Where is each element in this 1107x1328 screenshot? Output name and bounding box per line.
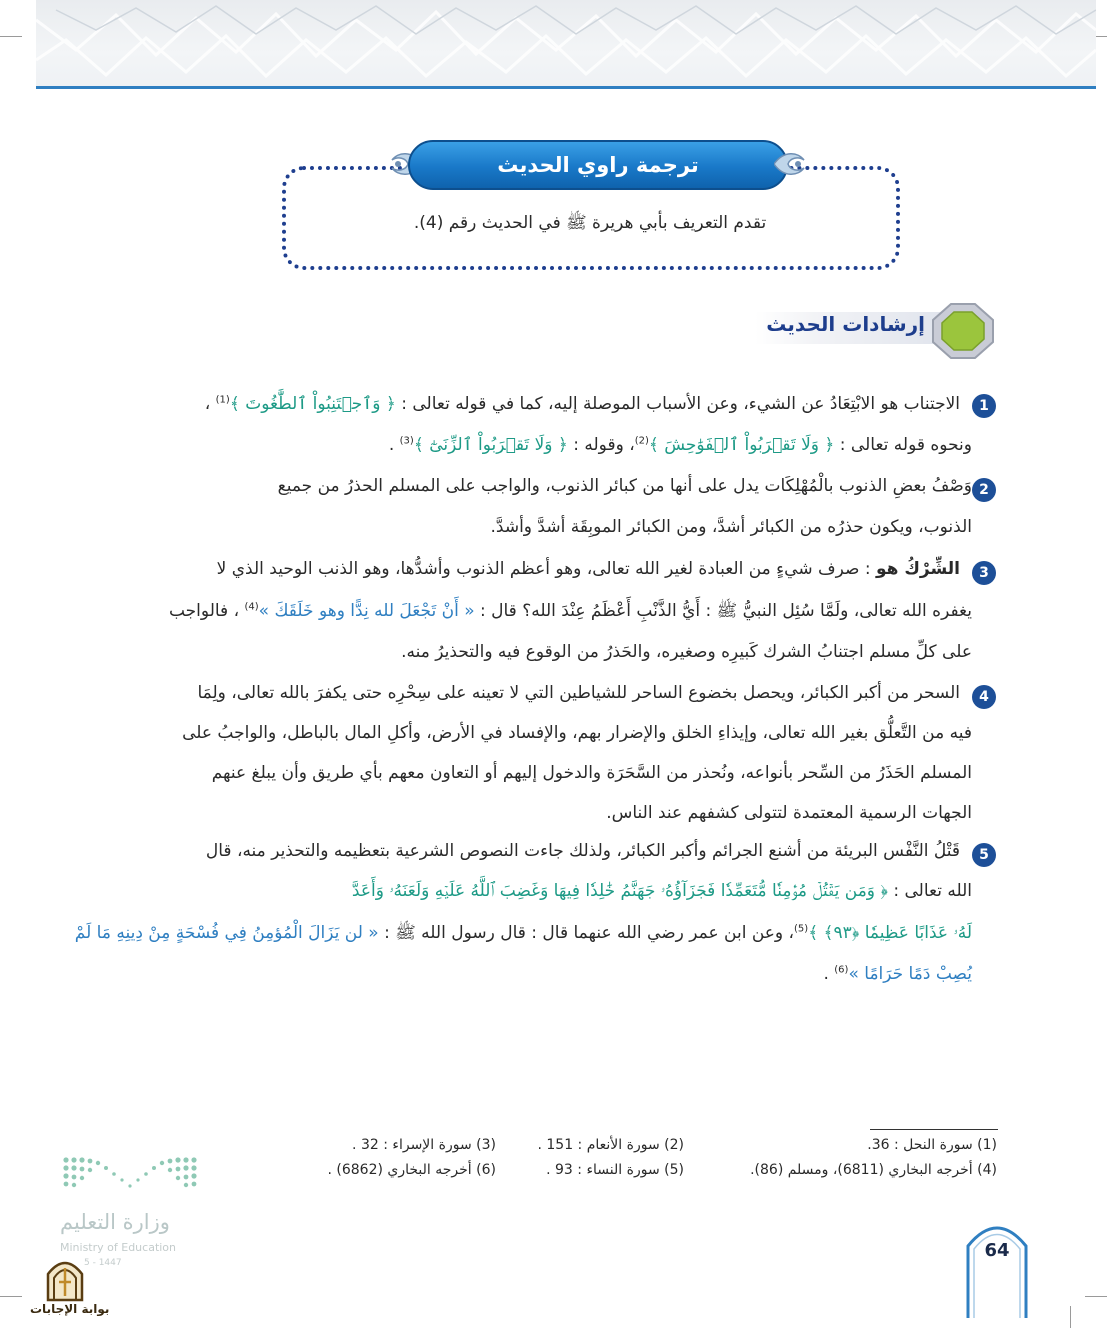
hadith-text: « لن يَزَالَ الْمُؤمِنُ فِي فُسْحَةٍ مِنْ دِينِهِ مَا لَمْ	[74, 923, 379, 943]
hadith-text: « أَنْ تَجْعَلَ لله نِدًّا وهو خَلَقَكَ »	[258, 601, 475, 621]
point-4-line-1	[197, 683, 960, 703]
page-number: 64	[984, 1240, 1010, 1261]
narrator-text: تقدم التعريف بأبي هريرة ﷺ في الحديث رقم (4).	[413, 213, 767, 233]
point-3-line-2	[169, 600, 972, 625]
footnote-ref: (2)	[634, 435, 649, 447]
footnote-4: (4) أخرجه البخاري (6811)، ومسلم (86).	[750, 1162, 997, 1178]
text-segment: .	[388, 435, 395, 455]
section-heading	[755, 302, 995, 354]
footnote-ref: (4)	[244, 601, 259, 613]
footnote-6: (6) أخرجه البخاري (6862) .	[327, 1162, 496, 1178]
section-heading-label: إرشادات الحديث	[766, 312, 925, 336]
point-1-line-2	[389, 434, 972, 455]
text-segment: الاجتناب هو الابْتِعَادُ عن الشيء، وعن الأسباب الموصلة إليه، كما في قوله تعالى :	[395, 394, 960, 414]
text-segment: المسلم الحَذَرُ من السِّحر بأنواعه، ونُحذر من السَّحَرَة والدخول إليهم أو التعاون معهم بأي طريق وأن يبلغ عنهم	[211, 763, 972, 783]
text-segment: الذنوب، ويكون حذرُه من الكبائر أشدَّ، ومن الكبائر الموبِقَة أشدَّ وأشدَّ.	[490, 517, 972, 537]
point-4-line-4	[606, 803, 972, 823]
term-bold: الشِّرْكُ هو	[875, 559, 960, 579]
point-number-2: 2	[972, 478, 996, 502]
point-number-1: 1	[972, 394, 996, 418]
ministry-name-english: Ministry of Education	[60, 1241, 177, 1254]
narrator-title: ترجمة راوي الحديث	[408, 140, 788, 190]
text-segment: فيه من التَّعلُّق بغير الله تعالى، وإيذاءِ الخلق والإضرار بهم، والإفساد في الأرض، وأكلِ المال بالباطل، والواجبُ على	[182, 723, 972, 743]
text-segment: على كلِّ مسلم اجتنابُ الشرك كَبيرِه وصغيره، والحَذرُ من الوقوع فيه والتحذيرُ منه.	[401, 642, 972, 662]
narrator-title-banner	[388, 136, 808, 194]
footnote-ref: (6)	[834, 964, 849, 976]
gate-logo-icon	[44, 1256, 86, 1302]
point-5-line-4	[823, 964, 972, 984]
text-segment: الجهات الرسمية المعتمدة لتتولى كشفهم عند الناس.	[606, 803, 972, 823]
ministry-year: 5 - 1447	[84, 1258, 122, 1268]
footnote-2: (2) سورة الأنعام : 151 .	[537, 1137, 684, 1153]
point-3-line-1	[217, 559, 960, 579]
hadith-text: يُصِبْ دَمًا حَرَامًا »	[848, 964, 972, 984]
footnote-ref: (3)	[399, 435, 414, 447]
point-1-line-1	[205, 393, 960, 414]
text-segment: قَتْلُ النَّفْس البريئة من أشنع الجرائم وأكبر الكبائر، ولذلك جاءت النصوص الشرعية بتعظيمه والتحذير منه، قال	[205, 841, 960, 861]
question-text: أَيُّ الذَّنْبِ أَعْظَمُ عِنْدَ الله؟	[522, 601, 701, 621]
crop-mark	[1085, 1296, 1107, 1297]
text-segment: ، وقوله :	[567, 435, 635, 455]
text-segment: ونحوه قوله تعالى :	[834, 435, 972, 455]
text-segment: يغفره الله تعالى، ولَمَّا سُئِل النبيُّ ﷺ :	[700, 601, 972, 621]
crop-mark	[0, 36, 22, 37]
quran-verse: ﴿ وَلَا تَقۡرَبُواْ ٱلزِّنَىٰٓ ﴾	[413, 435, 568, 455]
footnote-rule	[870, 1129, 998, 1130]
text-segment: قال :	[474, 601, 523, 621]
crop-mark	[0, 1296, 22, 1297]
point-number-5: 5	[972, 843, 996, 867]
ministry-name-arabic: وزارة التعليم	[60, 1210, 170, 1234]
text-segment: .	[823, 964, 829, 984]
octagon-badge-icon	[931, 302, 995, 360]
quran-verse: لَهُۥ عَذَابًا عَظِيمٗا ﴿٩٣﴾ ﴾	[808, 923, 972, 943]
footnote-3: (3) سورة الإسراء : 32 .	[352, 1137, 496, 1153]
text-segment: ،	[204, 394, 211, 414]
point-5-line-2	[352, 881, 972, 901]
text-segment: ، وعن ابن عمر رضي الله عنهما قال : قال رسول الله ﷺ :	[378, 923, 794, 943]
page-number-tab	[966, 1216, 1028, 1318]
footnote-1: (1) سورة النحل : 36.	[867, 1137, 997, 1153]
watermark-label: بوابة الإجابات	[30, 1302, 110, 1316]
point-4-line-2	[182, 723, 972, 743]
text-segment: الله تعالى :	[887, 881, 972, 901]
quran-verse: ﴿ وَٱجۡتَنِبُواْ ٱلطَّٰغُوتَ ﴾	[229, 394, 396, 414]
point-number-4: 4	[972, 685, 996, 709]
point-2-line-2	[491, 517, 972, 537]
footnote-5: (5) سورة النساء : 93 .	[546, 1162, 684, 1178]
text-segment: ، فالواجب	[168, 601, 240, 621]
point-4-line-3	[212, 763, 972, 783]
footnote-ref: (1)	[215, 394, 230, 406]
point-3-line-3	[401, 642, 972, 662]
point-5-line-1	[206, 841, 960, 861]
header-divider	[36, 86, 1096, 89]
text-segment: : صرف شيءٍ من العبادة لغير الله تعالى، وهو أعظم الذنوب وأشدُّها، وهو الذنب الوحيد الذي لا	[216, 559, 876, 579]
point-2-line-1	[278, 476, 972, 496]
quran-verse: ﴿ وَمَن يَقۡتُلۡ مُؤۡمِنٗا مُّتَعَمِّدٗا فَجَزَآؤُهُۥ جَهَنَّمُ خَٰلِدٗا فِيهَا وَغَضِبَ ٱللَّهُ عَلَيۡهِ وَلَعَنَهُۥ وَأَعَدَّ	[351, 881, 888, 901]
footnote-ref: (5)	[794, 923, 809, 935]
crop-mark	[1070, 1306, 1071, 1328]
point-5-line-3	[75, 922, 972, 947]
header-pattern	[36, 0, 1096, 88]
text-segment: السحر من أكبر الكبائر، ويحصل بخضوع الساحر للشياطين التي لا تعينه على سِحْرِه حتى يكفرَ بالله تعالى، ولِمَا	[197, 683, 960, 703]
quran-verse: ﴿ وَلَا تَقۡرَبُواْ ٱلۡفَوَٰحِشَ ﴾	[648, 435, 835, 455]
point-number-3: 3	[972, 561, 996, 585]
ornament-icon	[774, 146, 808, 182]
ministry-logo-icon	[60, 1154, 200, 1194]
text-segment: وَصْفُ بعضِ الذنوب بالْمُهْلِكَات يدل على أنها من كبائر الذنوب، والواجب على المسلم الحذرُ من جميع	[277, 476, 972, 496]
